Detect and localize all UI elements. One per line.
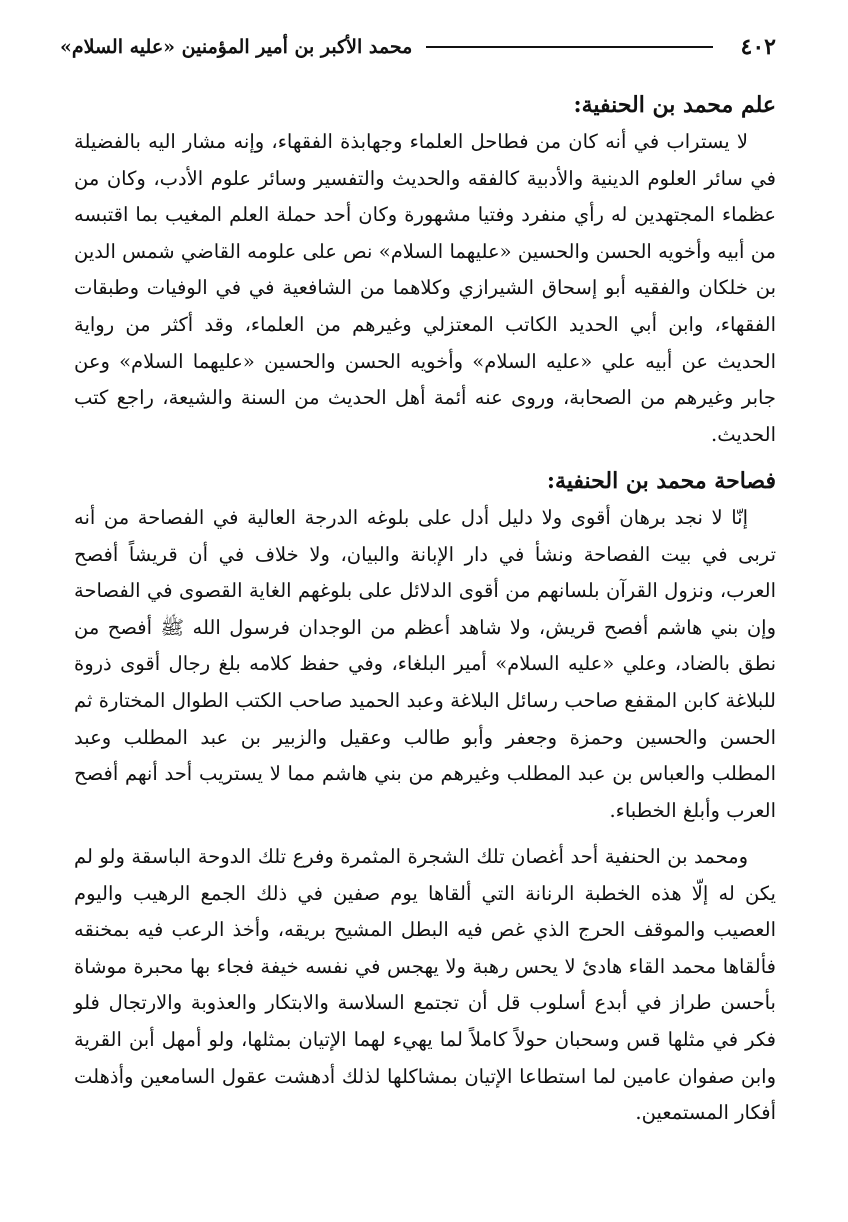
- section-heading: علم محمد بن الحنفية:: [573, 92, 776, 118]
- section-paragraph: إنّا لا نجد برهان أقوى ولا دليل أدل على بلوغه الدرجة العالية في الفصاحة من أنه تربى في بيت الفصاحة ونشأ في دار الإبانة والبيان، ولا خلاف في أن قريشاً أفصح العرب، ونزول القرآن بلسانهم من أقوى الدلائل على بلوغهم الغاية القصوى في الفصاحة وإن بني هاشم أفصح قريش، ولا شاهد أعظم من الوجدان فرسول الله ﷺ أفصح من نطق بالضاد، وعلي «عليه السلام» أمير البلغاء، وفي حفظ كلامه بلغ رجال أقوى ذروة للبلاغة كابن المقفع صاحب رسائل البلاغة وعبد الحميد صاحب الكتب الطوال المختارة ثم الحسن والحسين وحمزة وجعفر وأبو طالب وعقيل والزبير بن عبد المطلب وعبد المطلب والعباس بن عبد المطلب وغيرهم من بني هاشم مما لا يستريب أحد أنهم أفصح العرب وأبلغ الخطباء.: [74, 506, 776, 822]
- section-eloquence: [74, 462, 776, 829]
- section-heading: فصاحة محمد بن الحنفية:: [546, 468, 776, 494]
- section-continuation: [74, 839, 776, 1132]
- section-paragraph: ومحمد بن الحنفية أحد أغصان تلك الشجرة المثمرة وفرع تلك الدوحة الباسقة ولو لم يكن له إلّا هذه الخطبة الرنانة التي ألقاها يوم صفين في ذلك الجمع الرهيب واليوم العصيب والموقف الحرج الذي غص فيه البطل المشيح بريقه، وأخذ الرعب فيه بمخنقه فألقاها محمد القاء هادئ لا يحس رهبة ولا يهجس في نفسه خيفة فجاء بها محبرة موشاة بأحسن طراز في أبدع أسلوب قل أن تجتمع السلاسة والابتكار والعذوبة والارتجال فلو فكر في مثلها قس وسحبان حولاً كاملاً لما يهيء لهما الإتيان بمثلها، ولو أمهل أبن القرية وابن صفوان عامين لما استطاعا الإتيان بمشاكلها لذلك أدهشت عقول السامعين وأذهلت أفكار المستمعين.: [74, 845, 776, 1125]
- page-header: [60, 30, 776, 64]
- section-knowledge: [74, 86, 776, 453]
- section-paragraph: لا يستراب في أنه كان من فطاحل العلماء وجهابذة الفقهاء، وإنه مشار اليه بالفضيلة في سائر العلوم الدينية والأدبية كالفقه والحديث والتفسير وسائر علوم الأدب، وكان من عظماء المجتهدين له رأي منفرد وفتيا مشهورة وكان أحد حملة العلم المغيب بما اقتبسه من أبيه وأخويه الحسن والحسين «عليهما السلام» نص على علومه القاضي شمس الدين بن خلكان والفقيه أبو إسحاق الشيرازي وكلاهما من الشافعية في في الوفيات وطبقات الفقهاء، وابن أبي الحديد الكاتب المعتزلي وغيرهم من العلماء، وقد أكثر من رواية الحديث عن أبيه علي «عليه السلام» وأخويه الحسن والحسين «عليهما السلام» وعن جابر وغيرهم من الصحابة، وروى عنه أئمة أهل الحديث من السنة والشيعة، راجع كتب الحديث.: [74, 130, 776, 446]
- running-title: محمد الأكبر بن أمير المؤمنين «عليه السلام»: [60, 36, 413, 58]
- page-number: ٤٠٢: [740, 34, 776, 60]
- header-rule: [426, 46, 712, 48]
